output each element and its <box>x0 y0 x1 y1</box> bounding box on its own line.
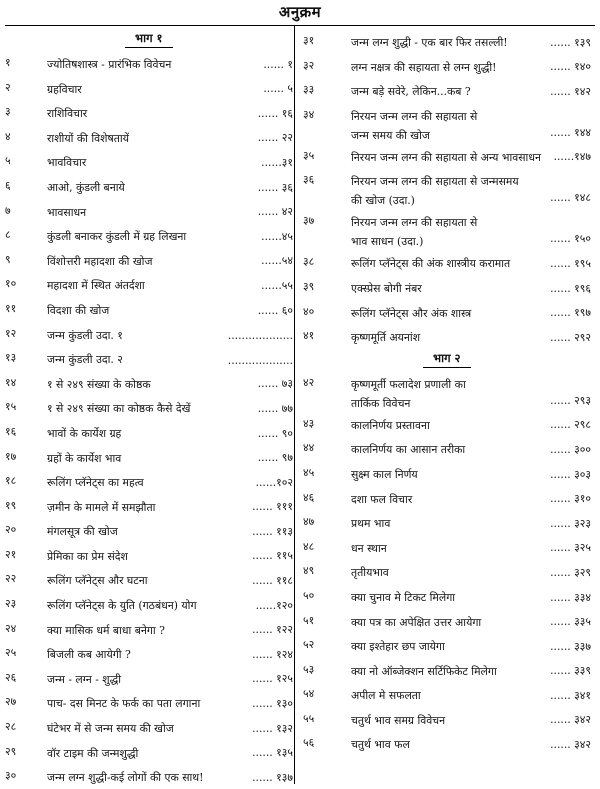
entry-number: ३७ <box>303 214 315 228</box>
toc-entry <box>5 764 295 789</box>
entry-page-number: ...... ३४१ <box>550 688 591 702</box>
entry-number: १२ <box>5 326 17 340</box>
entry-title-line: क्या नो ऑब्जेक्शन सर्टिफिकेट मिलेगा <box>351 664 497 678</box>
entry-number: ३४ <box>303 107 315 121</box>
entry-title-line: कृष्णमूर्ती फलादेश प्रणाली का <box>351 377 466 391</box>
entry-number: २२ <box>5 572 17 586</box>
toc-entry <box>303 209 593 250</box>
entry-title-line: मंगलसूत्र की खोज <box>47 525 118 539</box>
entry-number: २८ <box>5 720 17 734</box>
entry-page-number: ...... ३१० <box>550 492 591 506</box>
toc-entry <box>303 29 593 54</box>
toc-list-right-b <box>303 371 593 756</box>
title-rule <box>5 25 595 26</box>
toc-entry <box>5 322 295 347</box>
entry-number: ३९ <box>303 279 315 293</box>
entry-page-number: ...... ३२३ <box>550 516 591 530</box>
entry-title <box>47 252 295 271</box>
entry-title-line-2: जन्म समय की खोज <box>351 128 430 142</box>
entry-number: ५५ <box>303 711 315 725</box>
toc-entry <box>5 76 295 101</box>
toc-entry <box>303 103 593 144</box>
toc-entry <box>303 144 593 169</box>
entry-title-line-2: तार्किक विवेचन <box>351 396 411 410</box>
toc-right-column <box>303 29 593 756</box>
entry-number: ३५ <box>303 148 315 162</box>
entry-title-line: भावसाधन <box>47 205 87 219</box>
entry-title-line: प्रथम भाव <box>351 517 391 531</box>
toc-entry <box>303 731 593 756</box>
entry-number: ४६ <box>303 490 315 504</box>
toc-entry <box>303 78 593 103</box>
entry-number: ४२ <box>303 375 315 389</box>
entry-title-line: रूलिंग प्लॅनेट्स और घटना <box>47 574 148 588</box>
entry-number: ५२ <box>303 638 315 652</box>
toc-entry <box>303 54 593 79</box>
entry-page-number: ................... <box>227 329 293 343</box>
toc-entry <box>5 272 295 297</box>
section-heading-part-2 <box>303 349 593 371</box>
entry-page-number: ...... ३४२ <box>550 738 591 752</box>
entry-title-line: क्या चुनाव मे टिकट मिलेगा <box>351 590 456 604</box>
entry-number: ३८ <box>303 255 315 269</box>
entry-number: ४३ <box>303 416 315 430</box>
entry-page-number: ...... २२ <box>257 131 293 145</box>
entry-page-number: ...... ११३ <box>252 524 293 538</box>
toc-entry <box>5 617 295 642</box>
toc-entry <box>303 707 593 732</box>
entry-page-number: ...... ३६ <box>257 180 293 194</box>
entry-title-line: पाच- दस मिनट के फर्क का पता लगाना <box>47 697 201 711</box>
entry-number: ८ <box>5 228 11 242</box>
entry-number: १७ <box>5 449 17 463</box>
entry-title-line: विदशा की खोज <box>47 303 110 317</box>
toc-entry <box>5 592 295 617</box>
entry-number: ५० <box>303 588 315 602</box>
entry-page-number: ...... ११५ <box>252 549 293 563</box>
entry-number: ११ <box>5 301 17 315</box>
entry-page-number: ...... २९२ <box>550 330 591 344</box>
toc-entry <box>5 346 295 371</box>
toc-entry <box>5 494 295 519</box>
toc-entry <box>303 584 593 609</box>
entry-title-line: सुक्ष्म काल निर्णय <box>351 467 418 481</box>
entry-title-line: जन्म - लग्न - शुद्धी <box>47 672 122 686</box>
entry-number: ३० <box>5 769 17 783</box>
section-label: भाग २ <box>423 351 471 368</box>
entry-title-line: एक्स्प्रेस बोगी नंबर <box>351 281 422 295</box>
entry-page-number: ...... ३३९ <box>550 664 591 678</box>
entry-title-line: तृतीयभाव <box>351 566 389 580</box>
toc-list-left <box>5 51 295 789</box>
toc-entry <box>5 420 295 445</box>
entry-title-line: कुंडली बनाकर कुंडली में ग्रह लिखना <box>47 230 187 244</box>
entry-page-number: ...... १२५ <box>252 672 293 686</box>
entry-number: ३३ <box>303 83 315 97</box>
entry-page-number: ...... ५ <box>263 82 293 96</box>
entry-number: १६ <box>5 424 17 438</box>
toc-entry <box>5 543 295 568</box>
entry-title-line: राशीयों की विशेषतायें <box>47 131 129 145</box>
entry-number: १३ <box>5 351 17 365</box>
toc-entry <box>5 567 295 592</box>
toc-entry <box>5 518 295 543</box>
entry-title-line: ग्रहविचार <box>47 82 82 96</box>
entry-title <box>47 227 295 246</box>
toc-entry <box>5 740 295 765</box>
entry-number: ४० <box>303 304 315 318</box>
entry-page-number: ...... २९३ <box>550 393 591 407</box>
entry-number: ४१ <box>303 329 315 343</box>
section-heading-part-1 <box>5 29 295 51</box>
entry-page-number: ...... ३२५ <box>550 541 591 555</box>
entry-number: ९ <box>5 252 11 266</box>
entry-number: २३ <box>5 597 17 611</box>
entry-title-line: जन्म कुंडली उदा. २ <box>47 353 123 367</box>
entry-title-line: राशिविचार <box>47 107 88 121</box>
entry-number: ३२ <box>303 58 315 72</box>
toc-entry <box>5 715 295 740</box>
entry-title-line: जन्म कुंडली उदा. १ <box>47 328 123 342</box>
entry-title-line: रूलिंग प्लॅनेट्स की अंक शास्त्रीय करामात <box>351 257 511 271</box>
toc-entry <box>303 535 593 560</box>
page-title: अनुक्रम <box>278 3 322 21</box>
entry-title-line: घंटेभर में से जन्म समय की खोज <box>47 722 174 736</box>
entry-title-line: ज़मीन के मामले में समझौता <box>47 500 156 514</box>
entry-page-number: ...... ३२९ <box>550 565 591 579</box>
entry-title-line: कृष्णमूर्ति अयनांश <box>351 331 421 345</box>
entry-number: १५ <box>5 400 17 414</box>
entry-page-number: ...... १ <box>263 57 293 71</box>
entry-title-line: कालनिर्णय का आसान तरीका <box>351 443 466 457</box>
entry-number: १० <box>5 277 17 291</box>
entry-number: ४९ <box>303 564 315 578</box>
entry-number: १४ <box>5 375 17 389</box>
entry-page-number: ......१४७ <box>553 150 591 164</box>
entry-page-number: ...... ४२ <box>257 205 293 219</box>
entry-number: ३ <box>5 105 11 119</box>
entry-number: २१ <box>5 547 17 561</box>
entry-page-number: ...... २९८ <box>550 418 591 432</box>
entry-page-number: ...... १३० <box>252 697 293 711</box>
entry-number: २ <box>5 80 11 94</box>
entry-page-number: ......१२० <box>255 598 293 612</box>
entry-number: १९ <box>5 498 17 512</box>
entry-page-number: ......५४ <box>261 254 293 268</box>
entry-page-number: ...... १४८ <box>550 191 591 205</box>
entry-number: १ <box>5 56 11 69</box>
toc-entry <box>303 609 593 634</box>
toc-entry <box>5 666 295 691</box>
toc-list-right-a <box>303 29 593 349</box>
entry-number: ७ <box>5 203 11 217</box>
entry-number: २० <box>5 523 17 537</box>
entry-number: ५ <box>5 154 11 168</box>
toc-entry <box>5 174 295 199</box>
toc-entry <box>5 51 295 76</box>
toc-entry <box>303 324 593 349</box>
entry-page-number: ...... ३०० <box>550 442 591 456</box>
entry-title-line: निरयन जन्म लग्न की सहायता से जन्मसमय <box>351 175 519 189</box>
toc-entry <box>303 682 593 707</box>
toc-entry <box>303 633 593 658</box>
entry-page-number: ...... १९५ <box>550 256 591 270</box>
entry-title-line: जन्म लग्न शुद्धी-कई लोगों की एक साथ! <box>47 771 204 785</box>
entry-title-line: वॉर टाइम की जन्मशुद्धी <box>47 746 139 760</box>
entry-title-line: १ से २४९ संख्या का कोष्ठक कैसे देखें <box>47 402 191 416</box>
entry-page-number: ...... १४२ <box>550 84 591 98</box>
entry-page-number: ...... ९० <box>257 426 293 440</box>
toc-entry <box>303 168 593 209</box>
entry-title-line: क्या इश्तेहार छप जायेगा <box>351 640 445 654</box>
entry-title-line: क्या मासिक धर्म बाधा बनेगा ? <box>47 623 165 637</box>
toc-entry <box>303 412 593 437</box>
entry-title-line: क्या पत्र का अपेक्षित उत्तर आयेगा <box>351 615 482 629</box>
toc-entry <box>5 248 295 273</box>
entry-title-line-2: भाव साधन (उदा.) <box>351 235 424 249</box>
toc-entry <box>303 275 593 300</box>
entry-page-number: ...... ३०३ <box>550 467 591 481</box>
entry-title-line: निरयन जन्म लग्न की सहायता से अन्य भावसाधन <box>351 150 541 164</box>
entry-title-line: विंशोत्तरी महादशा की खोज <box>47 254 153 268</box>
entry-title-line: ज्योतिषशास्त्र - प्रारंभिक विवेचन <box>47 58 172 71</box>
entry-title-line: रूलिंग प्लॅनेट्स और अंक शास्त्र <box>351 306 472 320</box>
entry-number: ५४ <box>303 687 315 701</box>
toc-entry <box>5 125 295 150</box>
entry-title-line: आओ, कुंडली बनाये <box>47 180 125 194</box>
entry-title-line-2: की खोज (उदा.) <box>351 194 415 208</box>
entry-page-number: ......३१ <box>261 155 293 169</box>
toc-entry <box>5 690 295 715</box>
entry-page-number: ...... ७७ <box>257 401 293 415</box>
toc-entry <box>303 371 593 412</box>
entry-page-number: ...... ३४२ <box>550 713 591 727</box>
toc-entry <box>5 199 295 224</box>
entry-page-number: ...... ११८ <box>252 574 293 588</box>
entry-page-number: ...... ३३७ <box>550 639 591 653</box>
toc-entry <box>303 300 593 325</box>
entry-page-number: ...... १६ <box>257 106 293 120</box>
entry-page-number: ...... १३७ <box>252 770 293 784</box>
entry-number: ३६ <box>303 173 315 187</box>
entry-title-line: जन्म लग्न शुद्धी - एक बार फिर तसल्ली! <box>351 36 508 49</box>
entry-page-number: ......५५ <box>261 278 293 292</box>
entry-number: ४८ <box>303 539 315 553</box>
entry-title-line: जन्म बड़े सवेरे, लेकिन...कब ? <box>351 85 471 99</box>
entry-title-line: ग्रहों के कार्येश भाव <box>47 451 122 465</box>
entry-number: १८ <box>5 474 17 488</box>
entry-page-number: ...... १२४ <box>252 647 293 661</box>
toc-entry <box>5 641 295 666</box>
entry-title-line: धन स्थान <box>351 541 387 555</box>
toc-entry <box>303 510 593 535</box>
entry-title-line: रूलिंग प्लॅनेट्स के युति (गठबंधन) योग <box>47 599 197 613</box>
entry-title-line: महादशा में स्थित अंतर्दशा <box>47 279 145 293</box>
toc-entry <box>5 297 295 322</box>
entry-page-number: ...... १४४ <box>550 125 591 139</box>
toc-entry <box>5 371 295 396</box>
entry-number: ५३ <box>303 662 315 676</box>
section-label: भाग १ <box>125 31 173 48</box>
entry-title <box>47 55 295 74</box>
entry-number: २५ <box>5 646 17 660</box>
toc-entry <box>5 469 295 494</box>
entry-page-number: ...... १५० <box>550 232 591 246</box>
entry-number: ३१ <box>303 34 315 47</box>
entry-title-line: रूलिंग प्लॅनेट्स का महत्व <box>47 476 144 490</box>
entry-page-number: ...... १११ <box>252 500 293 514</box>
entry-page-number: ...... १४० <box>550 60 591 74</box>
entry-number: २४ <box>5 621 17 635</box>
entry-title-line: दशा फल विचार <box>351 492 413 506</box>
entry-number: ५१ <box>303 613 315 627</box>
entry-title-line: प्रेमिका का प्रेम संदेश <box>47 549 128 563</box>
toc-entry <box>303 250 593 275</box>
toc-entry <box>5 100 295 125</box>
entry-title-line: बिजली कब आयेगी ? <box>47 648 131 662</box>
entry-title-line: अपील मे सफलता <box>351 689 421 703</box>
entry-page-number: ...... ३३५ <box>550 615 591 629</box>
toc-entry <box>303 658 593 683</box>
entry-page-number: ...... १३९ <box>550 35 591 49</box>
entry-title-line: १ से २४९ संख्या के कोष्ठक <box>47 377 151 391</box>
toc-entry <box>5 445 295 470</box>
entry-number: ४ <box>5 129 11 143</box>
entry-number: २९ <box>5 744 17 758</box>
entry-page-number: ...... ७३ <box>257 377 293 391</box>
entry-title-line: भावविचार <box>47 156 87 170</box>
entry-title <box>47 80 295 99</box>
entry-title <box>47 276 295 295</box>
entry-page-number: ...... १९७ <box>550 306 591 320</box>
entry-number: ४५ <box>303 465 315 479</box>
toc-entry <box>5 395 295 420</box>
toc-entry <box>303 559 593 584</box>
toc-entry <box>303 486 593 511</box>
entry-title <box>47 153 295 172</box>
entry-title-line: निरयन जन्म लग्न की सहायता से <box>351 216 478 230</box>
toc-entry <box>303 461 593 486</box>
entry-number: २७ <box>5 695 17 709</box>
entry-page-number: ...... १३२ <box>252 721 293 735</box>
entry-title-line: लग्न नक्षत्र की सहायता से लग्न शुद्धी! <box>351 60 497 74</box>
entry-page-number: ...... १२२ <box>252 623 293 637</box>
entry-title-line: कालनिर्णय प्रस्तावना <box>351 418 430 432</box>
entry-page-number: ................... <box>227 353 293 367</box>
toc-left-column <box>5 29 295 789</box>
entry-page-number: ...... ९७ <box>257 451 293 465</box>
entry-number: ४४ <box>303 441 315 455</box>
entry-page-number: ......१०२ <box>255 475 293 489</box>
entry-page-number: ...... १९६ <box>550 281 591 295</box>
entry-title-line: चतुर्थ भाव फल <box>351 738 410 752</box>
entry-page-number: ...... ६० <box>257 303 293 317</box>
entry-number: ४७ <box>303 515 315 529</box>
toc-entry <box>303 436 593 461</box>
entry-number: ६ <box>5 178 11 192</box>
entry-number: २६ <box>5 670 17 684</box>
entry-page-number: ......४५ <box>261 229 293 243</box>
toc-entry <box>5 149 295 174</box>
entry-title-line: निरयन जन्म लग्न की सहायता से <box>351 109 478 123</box>
entry-page-number: ...... १३५ <box>252 746 293 760</box>
entry-title-line: चतुर्थ भाव समग्र विवेचन <box>351 713 446 727</box>
entry-number: ५६ <box>303 736 315 750</box>
entry-title-line: भावों के कार्येश ग्रह <box>47 426 122 440</box>
toc-entry <box>5 223 295 248</box>
entry-page-number: ...... ३३४ <box>550 590 591 604</box>
